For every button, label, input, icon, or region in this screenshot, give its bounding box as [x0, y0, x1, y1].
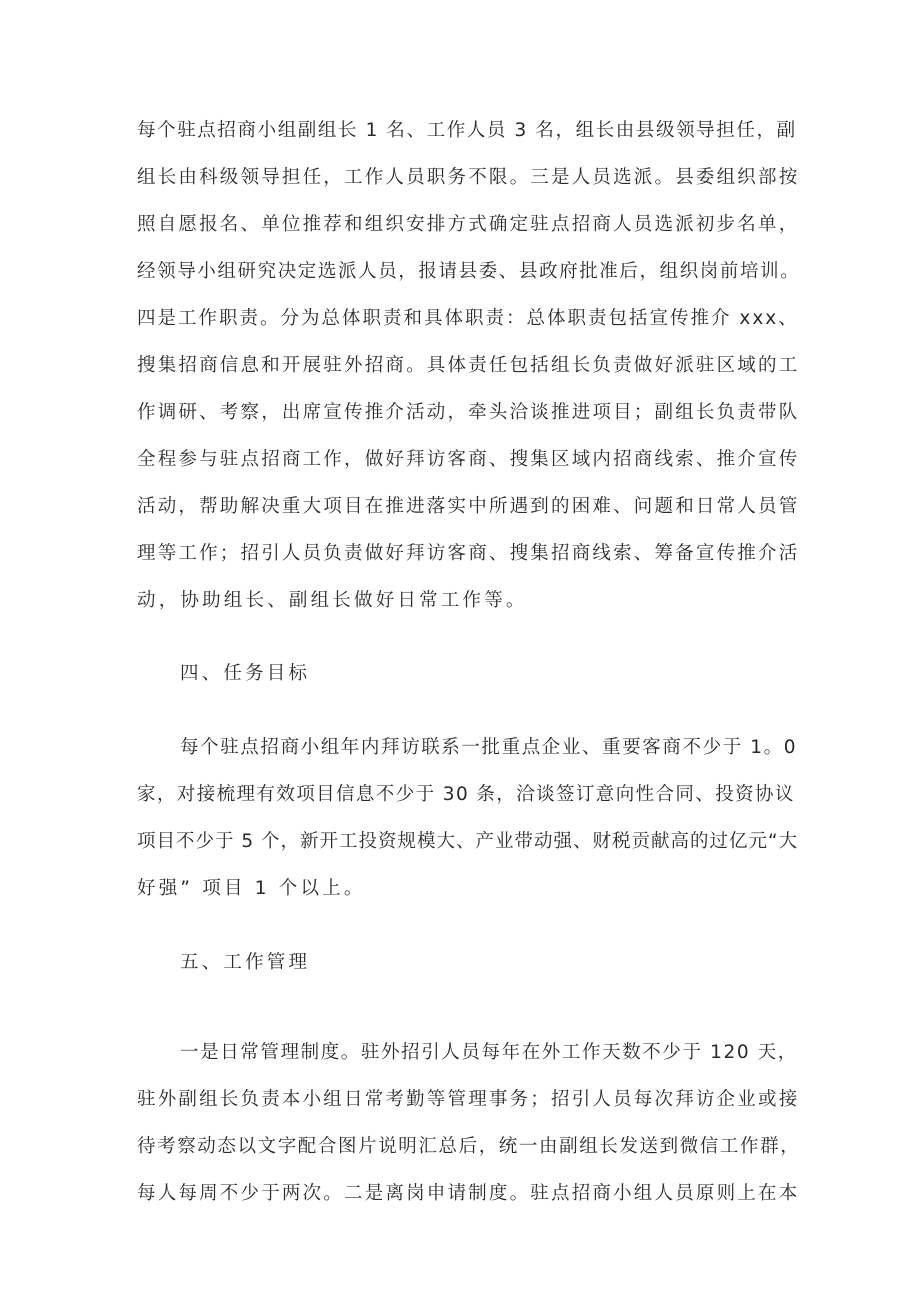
text-line: 每个驻点招商小组副组长 1 名、工作人员 3 名，组长由县级领导担任，副: [137, 120, 797, 141]
text-line: 每个驻点招商小组年内拜访联系一批重点企业、重要客商不少于 1。0: [180, 737, 798, 758]
section-heading: 四、任务目标: [180, 663, 311, 684]
text-line: 理等工作；招引人员负责做好拜访客商、搜集招商线索、筹备宣传推介活: [137, 543, 800, 564]
text-line: 项目不少于 5 个，新开工投资规模大、产业带动强、财税贡献高的过亿元“大: [137, 831, 799, 852]
text-line: 组长由科级领导担任，工作人员职务不限。三是人员选派。县委组织部按: [137, 167, 800, 188]
text-line: 搜集招商信息和开展驻外招商。具体责任包括组长负责做好派驻区域的工: [137, 355, 800, 376]
text-line: 每人每周不少于两次。二是离岗申请制度。驻点招商小组人员原则上在本: [137, 1183, 800, 1204]
text-line: 待考察动态以文字配合图片说明汇总后，统一由副组长发送到微信工作群，: [137, 1136, 801, 1157]
text-line: 好强” 项目 1 个以上。: [137, 878, 366, 899]
text-line: 经领导小组研究决定选派人员，报请县委、县政府批准后，组织岗前培训。: [137, 261, 801, 282]
text-line: 活动，帮助解决重大项目在推进落实中所遇到的困难、问题和日常人员管: [137, 496, 800, 517]
text-line: 照自愿报名、单位推荐和组织安排方式确定驻点招商人员选派初步名单，: [137, 214, 800, 235]
text-line: 动，协助组长、副组长做好日常工作等。: [137, 590, 528, 611]
text-line: 作调研、考察，出席宣传推介活动，牵头洽谈推进项目；副组长负责带队: [137, 402, 800, 423]
text-line: 全程参与驻点招商工作，做好拜访客商、搜集区域内招商线索、推介宣传: [137, 449, 800, 470]
section-heading: 五、工作管理: [180, 952, 311, 973]
text-line: 一是日常管理制度。驻外招引人员每年在外工作天数不少于 120 天，: [180, 1042, 798, 1063]
text-line: 家，对接梳理有效项目信息不少于 30 条，洽谈签订意向性合同、投资协议: [137, 784, 795, 805]
text-line: 四是工作职责。分为总体职责和具体职责：总体职责包括宣传推介 xxx、: [137, 308, 799, 329]
text-line: 驻外副组长负责本小组日常考勤等管理事务；招引人员每次拜访企业或接: [137, 1089, 800, 1110]
